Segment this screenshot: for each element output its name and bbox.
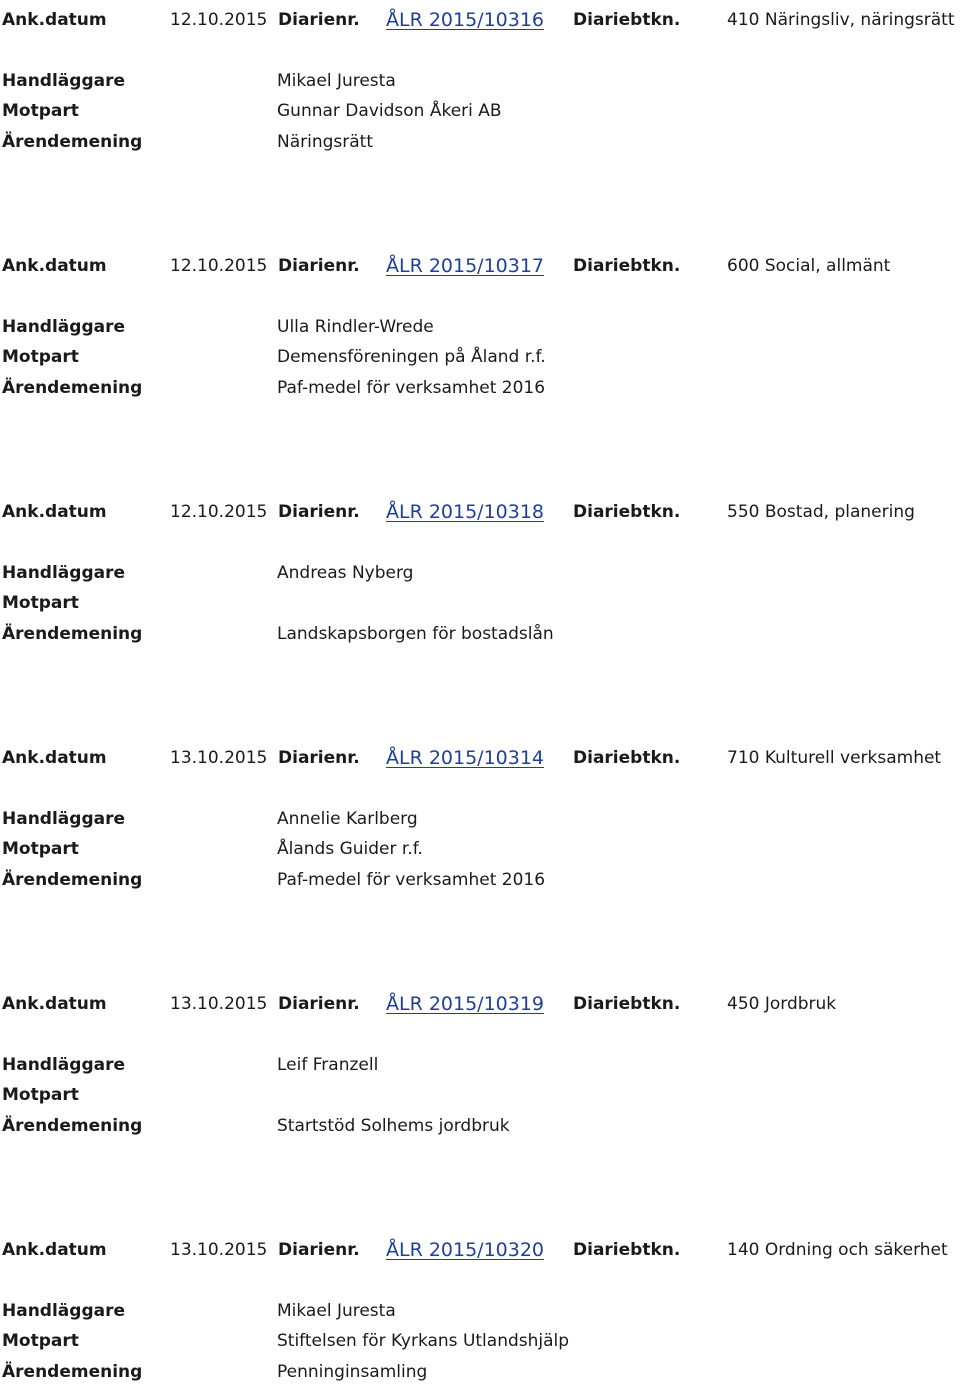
ank-datum-value: 13.10.2015 <box>170 748 268 768</box>
register-record <box>0 992 960 1142</box>
arendemening-label: Ärendemening <box>2 624 143 644</box>
diariebtkn-label: Diariebtkn. <box>573 748 681 768</box>
register-record <box>0 746 960 896</box>
motpart-value: Stiftelsen för Kyrkans Utlandshjälp <box>277 1331 570 1351</box>
diarienr-label: Diarienr. <box>278 748 360 768</box>
motpart-value: Gunnar Davidson Åkeri AB <box>277 101 502 121</box>
motpart-label: Motpart <box>2 1331 79 1351</box>
handlaggare-value: Leif Franzell <box>277 1055 379 1075</box>
ank-datum-label: Ank.datum <box>2 10 107 30</box>
diariebtkn-label: Diariebtkn. <box>573 1240 681 1260</box>
handlaggare-label: Handläggare <box>2 317 125 337</box>
diarienr-label: Diarienr. <box>278 10 360 30</box>
arendemening-value: Näringsrätt <box>277 132 374 152</box>
handlaggare-value: Andreas Nyberg <box>277 563 414 583</box>
handlaggare-value: Ulla Rindler-Wrede <box>277 317 434 337</box>
handlaggare-value: Mikael Juresta <box>277 71 396 91</box>
handlaggare-value: Annelie Karlberg <box>277 809 418 829</box>
handlaggare-value: Mikael Juresta <box>277 1301 396 1321</box>
motpart-label: Motpart <box>2 839 79 859</box>
diariebtkn-label: Diariebtkn. <box>573 256 681 276</box>
register-record <box>0 500 960 650</box>
arendemening-value: Penninginsamling <box>277 1362 428 1382</box>
diariebtkn-value: 140 Ordning och säkerhet <box>727 1240 948 1260</box>
diarienr-link[interactable]: ÅLR 2015/10316 <box>386 9 545 31</box>
handlaggare-label: Handläggare <box>2 71 125 91</box>
motpart-label: Motpart <box>2 347 79 367</box>
arendemening-value: Startstöd Solhems jordbruk <box>277 1116 510 1136</box>
ank-datum-value: 13.10.2015 <box>170 994 268 1014</box>
handlaggare-label: Handläggare <box>2 1301 125 1321</box>
diarienr-label: Diarienr. <box>278 502 360 522</box>
motpart-value: Demensföreningen på Åland r.f. <box>277 347 546 367</box>
register-record <box>0 8 960 158</box>
diarienr-link[interactable]: ÅLR 2015/10320 <box>386 1239 545 1261</box>
diariebtkn-label: Diariebtkn. <box>573 994 681 1014</box>
register-record <box>0 1238 960 1388</box>
arendemening-label: Ärendemening <box>2 1116 143 1136</box>
handlaggare-label: Handläggare <box>2 563 125 583</box>
motpart-value: Ålands Guider r.f. <box>277 839 423 859</box>
ank-datum-label: Ank.datum <box>2 502 107 522</box>
arendemening-value: Landskapsborgen för bostadslån <box>277 624 554 644</box>
diarienr-link[interactable]: ÅLR 2015/10314 <box>386 747 545 769</box>
arendemening-label: Ärendemening <box>2 132 143 152</box>
diariebtkn-label: Diariebtkn. <box>573 502 681 522</box>
diariebtkn-value: 550 Bostad, planering <box>727 502 915 522</box>
ank-datum-value: 12.10.2015 <box>170 502 268 522</box>
diarienr-link[interactable]: ÅLR 2015/10317 <box>386 255 545 277</box>
arendemening-label: Ärendemening <box>2 870 143 890</box>
ank-datum-label: Ank.datum <box>2 748 107 768</box>
diariebtkn-value: 450 Jordbruk <box>727 994 837 1014</box>
diariebtkn-value: 710 Kulturell verksamhet <box>727 748 942 768</box>
ank-datum-value: 13.10.2015 <box>170 1240 268 1260</box>
diarienr-label: Diarienr. <box>278 1240 360 1260</box>
diarienr-label: Diarienr. <box>278 994 360 1014</box>
register-record <box>0 254 960 404</box>
diarienr-label: Diarienr. <box>278 256 360 276</box>
ank-datum-label: Ank.datum <box>2 256 107 276</box>
ank-datum-value: 12.10.2015 <box>170 256 268 276</box>
arendemening-value: Paf-medel för verksamhet 2016 <box>277 870 546 890</box>
diarienr-link[interactable]: ÅLR 2015/10318 <box>386 501 545 523</box>
motpart-label: Motpart <box>2 101 79 121</box>
motpart-label: Motpart <box>2 593 79 613</box>
motpart-label: Motpart <box>2 1085 79 1105</box>
handlaggare-label: Handläggare <box>2 809 125 829</box>
diarienr-link[interactable]: ÅLR 2015/10319 <box>386 993 545 1015</box>
diariebtkn-value: 600 Social, allmänt <box>727 256 891 276</box>
ank-datum-value: 12.10.2015 <box>170 10 268 30</box>
diariebtkn-label: Diariebtkn. <box>573 10 681 30</box>
arendemening-label: Ärendemening <box>2 1362 143 1382</box>
diariebtkn-value: 410 Näringsliv, näringsrätt <box>727 10 955 30</box>
arendemening-label: Ärendemening <box>2 378 143 398</box>
ank-datum-label: Ank.datum <box>2 994 107 1014</box>
arendemening-value: Paf-medel för verksamhet 2016 <box>277 378 546 398</box>
ank-datum-label: Ank.datum <box>2 1240 107 1260</box>
handlaggare-label: Handläggare <box>2 1055 125 1075</box>
